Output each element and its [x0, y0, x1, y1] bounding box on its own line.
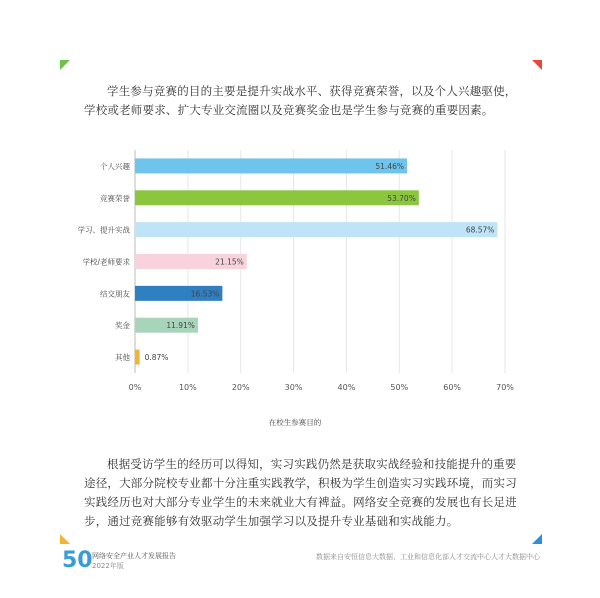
bar: [135, 158, 407, 173]
x-tick-label: 30%: [284, 383, 303, 392]
value-label: 51.46%: [375, 161, 405, 171]
corner-accent-yellow: [60, 534, 70, 544]
value-label: 53.70%: [387, 193, 416, 203]
page-number: 50: [62, 548, 93, 573]
bar: [135, 190, 419, 205]
data-source-note: 数据来自安恒信息大数据、工业和信息化部人才交流中心人才大数据中心: [316, 553, 540, 561]
bar: [135, 350, 140, 365]
category-label: 学习、提升实战: [77, 225, 130, 235]
report-edition: 2022年版: [92, 562, 124, 570]
value-label: 68.57%: [465, 225, 495, 235]
bar: [135, 222, 497, 237]
x-tick-label: 0%: [128, 383, 142, 392]
category-label: 学校/老师要求: [82, 257, 130, 267]
x-tick-label: 10%: [178, 383, 197, 392]
value-label: 11.91%: [166, 321, 195, 331]
category-label: 结交朋友: [100, 289, 130, 299]
corner-accent-blue: [532, 534, 542, 544]
report-title: 网络安全产业人才发展报告: [92, 552, 176, 560]
value-label: 0.87%: [144, 353, 169, 363]
value-label: 21.15%: [215, 257, 244, 267]
x-tick-label: 20%: [231, 383, 250, 392]
category-label: 奖金: [115, 321, 130, 331]
x-tick-label: 70%: [496, 383, 514, 392]
closing-paragraph: 根据受访学生的经历可以得知，实习实践仍然是获取实战经验和技能提升的重要途径，大部分院校专业都十分注重实践教学，积极为学生创造实习实践环境，而实习实践经历也对大部分专业学生的未来就业大有裨益。网络安全竞赛的发展也有长足进步，通过竞赛能够有效驱动学生加强学习以及提升专业基础和实战能力。: [84, 457, 517, 528]
category-label: 竞赛荣誉: [100, 193, 130, 203]
value-label: 16.53%: [190, 289, 220, 299]
x-tick-label: 50%: [390, 383, 409, 392]
x-tick-label: 60%: [443, 383, 462, 392]
category-label: 其他: [115, 353, 130, 363]
category-label: 个人兴趣: [100, 161, 130, 171]
x-axis-title: 在校生参赛目的: [268, 418, 322, 427]
x-tick-label: 40%: [337, 383, 356, 392]
intro-paragraph: 学生参与竞赛的目的主要是提升实战水平、获得竞赛荣誉，以及个人兴趣驱使，学校或老师要求、扩大专业交流圈以及竞赛奖金也是学生参与竞赛的重要因素。: [84, 84, 517, 117]
